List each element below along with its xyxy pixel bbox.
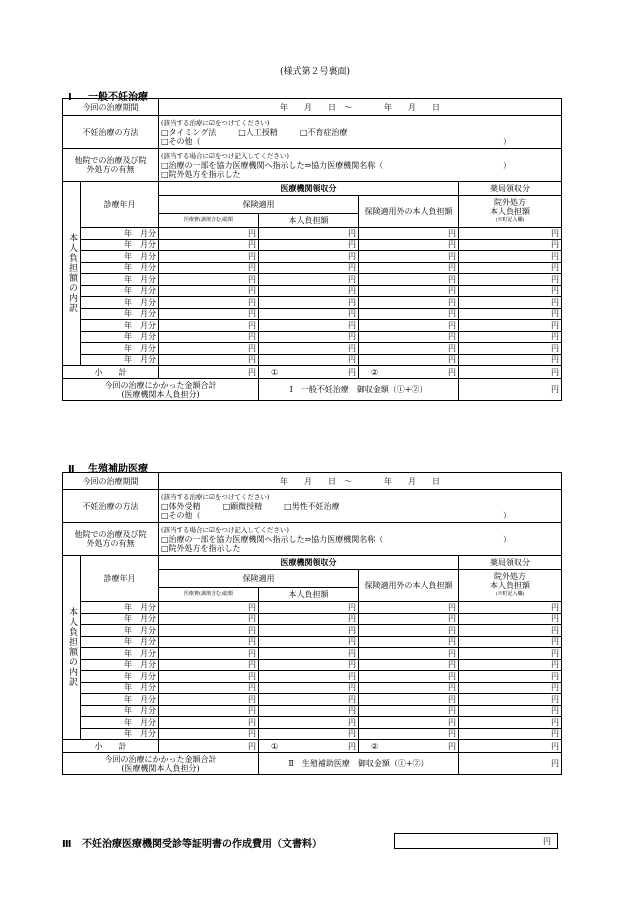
total-cost-cell[interactable]: 円 (159, 625, 259, 637)
circle-1-mark: ① (271, 367, 279, 377)
uninsured-cell[interactable]: 円 (359, 613, 459, 625)
sum-label: 今回の治療にかかった金額合計 (104, 754, 217, 764)
self-pay-cell[interactable]: 円 (259, 648, 359, 660)
sum-label: 今回の治療にかかった金額合計 (104, 380, 217, 390)
subtotal-label: 小 計 (63, 366, 159, 379)
section-3-title (62, 835, 322, 850)
uninsured-cell[interactable]: 円 (359, 602, 459, 614)
method-label: 不妊治療の方法 (63, 490, 159, 523)
method-label: 不妊治療の方法 (63, 116, 159, 149)
method-instruction: (該当する治療に☑をつけてください) (161, 118, 270, 127)
consult-month-header: 診療年月 (81, 556, 159, 602)
period-field[interactable]: 年 月 日 ～ 年 月 日 (159, 99, 562, 116)
total-cost-cell[interactable]: 円 (159, 682, 259, 694)
subtotal-total-cost[interactable]: 円 (159, 366, 259, 379)
pharmacy-cell[interactable]: 円 (459, 274, 562, 286)
consult-month-cell[interactable]: 年 月分 (81, 705, 159, 717)
medical-header: 医療機関領収分 (159, 556, 459, 570)
medical-header: 医療機関領収分 (159, 182, 459, 196)
total-cost-cell[interactable]: 円 (159, 694, 259, 706)
uninsured-cell[interactable]: 円 (359, 320, 459, 332)
total-cost-cell[interactable]: 円 (159, 648, 259, 660)
breakdown-label: 本人負担額の内訳 (67, 232, 77, 313)
uninsured-cell[interactable]: 円 (359, 274, 459, 286)
partner-hospital-close: ） (503, 534, 511, 544)
other-treatment-label: 他院での治療及び院 (74, 530, 147, 539)
section-label: 生殖補助医療 (88, 464, 148, 475)
self-pay-cell[interactable]: 円 (259, 613, 359, 625)
uninsured-cell[interactable]: 円 (359, 285, 459, 297)
method-option[interactable]: □男性不妊治療 (284, 501, 340, 511)
form-caption: (様式第２号裏面) (279, 67, 351, 77)
uninsured-cell[interactable]: 円 (359, 705, 459, 717)
method-instruction: (該当する治療に☑をつけてください) (161, 492, 270, 501)
consult-month-cell[interactable]: 年 月分 (81, 659, 159, 671)
self-pay-cell[interactable]: 円 (259, 625, 359, 637)
total-cost-cell[interactable]: 円 (159, 343, 259, 355)
pharmacy-cell[interactable]: 円 (459, 682, 562, 694)
uninsured-cell[interactable]: 円 (359, 239, 459, 251)
claim-amount-field[interactable]: 円 (459, 753, 562, 775)
self-pay-cell[interactable]: 円 (259, 308, 359, 320)
total-cost-cell[interactable]: 円 (159, 613, 259, 625)
pharmacy-sub-header: 本人負担額 (490, 581, 530, 590)
pharmacy-note: (※町記入欄) (495, 591, 525, 597)
method-option[interactable]: □顕微授精 (222, 501, 263, 511)
total-cost-cell[interactable]: 円 (159, 262, 259, 274)
section-2-table (62, 472, 562, 775)
document-fee-field[interactable]: 円 (394, 833, 558, 849)
self-pay-cell[interactable]: 円 (259, 228, 359, 240)
circle-1-mark: ① (271, 741, 279, 751)
total-cost-cell[interactable]: 円 (159, 354, 259, 366)
consult-month-cell[interactable]: 年 月分 (81, 285, 159, 297)
uninsured-cell[interactable]: 円 (359, 728, 459, 740)
self-pay-cell[interactable]: 円 (259, 331, 359, 343)
pharmacy-cell[interactable]: 円 (459, 648, 562, 660)
consult-month-cell[interactable]: 年 月分 (81, 343, 159, 355)
total-cost-cell[interactable]: 円 (159, 331, 259, 343)
self-pay-cell[interactable]: 円 (259, 659, 359, 671)
self-pay-cell[interactable]: 円 (259, 705, 359, 717)
total-cost-cell[interactable]: 円 (159, 320, 259, 332)
other-treatment-label: 他院での治療及び院 (74, 156, 147, 165)
consult-month-cell[interactable]: 年 月分 (81, 251, 159, 263)
partner-hospital-option[interactable]: □治療の一部を協力医療機関へ指示した⇒協力医療機関名称（ (161, 160, 384, 170)
pharmacy-cell[interactable]: 円 (459, 636, 562, 648)
pharmacy-sub-header: 院外処方 (494, 572, 526, 581)
pharmacy-cell[interactable]: 円 (459, 239, 562, 251)
uninsured-cell[interactable]: 円 (359, 331, 459, 343)
pharmacy-cell[interactable]: 円 (459, 228, 562, 240)
method-option[interactable]: □タイミング法 (161, 127, 217, 137)
method-option[interactable]: □不育症治療 (299, 127, 348, 137)
subtotal-pharmacy[interactable]: 円 (459, 740, 562, 753)
subtotal-label: 小 計 (63, 740, 159, 753)
circle-2-mark: ② (371, 741, 379, 751)
pharmacy-cell[interactable]: 円 (459, 613, 562, 625)
total-cost-cell[interactable]: 円 (159, 228, 259, 240)
section-number: Ⅱ (68, 464, 75, 475)
other-treatment-label: 外処方の有無 (86, 165, 135, 174)
subtotal-uninsured[interactable]: 円 (448, 367, 456, 377)
total-cost-cell[interactable]: 円 (159, 274, 259, 286)
pharmacy-cell[interactable]: 円 (459, 285, 562, 297)
subtotal-self-pay[interactable]: 円 (348, 367, 356, 377)
consult-month-cell[interactable]: 年 月分 (81, 320, 159, 332)
section-number: Ⅰ (68, 92, 72, 103)
subtotal-pharmacy[interactable]: 円 (459, 366, 562, 379)
consult-month-cell[interactable]: 年 月分 (81, 636, 159, 648)
pharmacy-cell[interactable]: 円 (459, 625, 562, 637)
claim-amount-field[interactable]: 円 (459, 379, 562, 401)
consult-month-cell[interactable]: 年 月分 (81, 354, 159, 366)
breakdown-label: 本人負担額の内訳 (67, 606, 77, 687)
self-pay-cell[interactable]: 円 (259, 297, 359, 309)
pharmacy-cell[interactable]: 円 (459, 694, 562, 706)
insured-header: 保険適用 (159, 570, 359, 588)
self-pay-cell[interactable]: 円 (259, 728, 359, 740)
self-pay-cell[interactable]: 円 (259, 251, 359, 263)
other-treatment-label: 外処方の有無 (86, 539, 135, 548)
total-cost-cell[interactable]: 円 (159, 297, 259, 309)
uninsured-cell[interactable]: 円 (359, 251, 459, 263)
other-instruction: (該当する場合に☑をつけ記入してください) (161, 525, 289, 534)
pharmacy-cell[interactable]: 円 (459, 659, 562, 671)
self-pay-header: 本人負担額 (259, 588, 359, 602)
pharmacy-note: (※町記入欄) (495, 217, 525, 223)
consult-month-cell[interactable]: 年 月分 (81, 228, 159, 240)
pharmacy-cell[interactable]: 円 (459, 354, 562, 366)
consult-month-cell[interactable]: 年 月分 (81, 728, 159, 740)
consult-month-cell[interactable]: 年 月分 (81, 297, 159, 309)
pharmacy-cell[interactable]: 円 (459, 320, 562, 332)
section-label: 一般不妊治療 (88, 92, 148, 103)
period-label: 今回の治療期間 (63, 473, 159, 490)
uninsured-header: 保険適用外の本人負担額 (359, 196, 459, 228)
other-instruction: (該当する場合に☑をつけ記入してください) (161, 151, 289, 160)
subtotal-total-cost[interactable]: 円 (159, 740, 259, 753)
self-pay-cell[interactable]: 円 (259, 262, 359, 274)
uninsured-cell[interactable]: 円 (359, 671, 459, 683)
self-pay-cell[interactable]: 円 (259, 602, 359, 614)
consult-month-cell[interactable]: 年 月分 (81, 331, 159, 343)
uninsured-cell[interactable]: 円 (359, 648, 459, 660)
uninsured-cell[interactable]: 円 (359, 343, 459, 355)
consult-month-cell[interactable]: 年 月分 (81, 671, 159, 683)
pharmacy-cell[interactable]: 円 (459, 671, 562, 683)
insured-header: 保険適用 (159, 196, 359, 214)
total-cost-cell[interactable]: 円 (159, 636, 259, 648)
uninsured-cell[interactable]: 円 (359, 297, 459, 309)
total-cost-header: 医療費(調剤含む)総額 (159, 214, 259, 228)
total-cost-cell[interactable]: 円 (159, 308, 259, 320)
method-other-close: ） (503, 510, 511, 520)
total-cost-cell[interactable]: 円 (159, 659, 259, 671)
pharmacy-sub-header: 本人負担額 (490, 207, 530, 216)
total-cost-cell[interactable]: 円 (159, 285, 259, 297)
uninsured-cell[interactable]: 円 (359, 228, 459, 240)
consult-month-cell[interactable]: 年 月分 (81, 648, 159, 660)
self-pay-cell[interactable]: 円 (259, 239, 359, 251)
pharmacy-cell[interactable]: 円 (459, 331, 562, 343)
consult-month-cell[interactable]: 年 月分 (81, 613, 159, 625)
uninsured-cell[interactable]: 円 (359, 308, 459, 320)
total-cost-cell[interactable]: 円 (159, 251, 259, 263)
consult-month-cell[interactable]: 年 月分 (81, 625, 159, 637)
circle-2-mark: ② (371, 367, 379, 377)
pharmacy-cell[interactable]: 円 (459, 705, 562, 717)
pharmacy-cell[interactable]: 円 (459, 297, 562, 309)
method-other-option[interactable]: □その他（ (161, 510, 201, 520)
consult-month-cell[interactable]: 年 月分 (81, 274, 159, 286)
consult-month-cell[interactable]: 年 月分 (81, 308, 159, 320)
consult-month-cell[interactable]: 年 月分 (81, 682, 159, 694)
pharmacy-cell[interactable]: 円 (459, 602, 562, 614)
pharmacy-cell[interactable]: 円 (459, 343, 562, 355)
self-pay-cell[interactable]: 円 (259, 320, 359, 332)
uninsured-cell[interactable]: 円 (359, 717, 459, 729)
consult-month-cell[interactable]: 年 月分 (81, 694, 159, 706)
uninsured-cell[interactable]: 円 (359, 659, 459, 671)
total-cost-cell[interactable]: 円 (159, 671, 259, 683)
consult-month-cell[interactable]: 年 月分 (81, 262, 159, 274)
pharmacy-header: 薬局領収分 (459, 556, 562, 570)
pharmacy-cell[interactable]: 円 (459, 717, 562, 729)
self-pay-cell[interactable]: 円 (259, 636, 359, 648)
uninsured-cell[interactable]: 円 (359, 354, 459, 366)
self-pay-cell[interactable]: 円 (259, 717, 359, 729)
section-3-label: 不妊治療医療機関受診等証明書の作成費用（文書料） (82, 839, 322, 850)
method-option[interactable]: □体外受精 (161, 501, 201, 511)
section-3-number: Ⅲ (62, 839, 72, 850)
period-field[interactable]: 年 月 日 ～ 年 月 日 (159, 473, 562, 490)
uninsured-cell[interactable]: 円 (359, 682, 459, 694)
self-pay-cell[interactable]: 円 (259, 343, 359, 355)
partner-hospital-close: ） (503, 160, 511, 170)
self-pay-cell[interactable]: 円 (259, 274, 359, 286)
uninsured-cell[interactable]: 円 (359, 625, 459, 637)
self-pay-cell[interactable]: 円 (259, 354, 359, 366)
uninsured-cell[interactable]: 円 (359, 636, 459, 648)
total-cost-cell[interactable]: 円 (159, 728, 259, 740)
pharmacy-cell[interactable]: 円 (459, 728, 562, 740)
total-cost-cell[interactable]: 円 (159, 705, 259, 717)
pharmacy-header: 薬局領収分 (459, 182, 562, 196)
consult-month-cell[interactable]: 年 月分 (81, 602, 159, 614)
consult-month-cell[interactable]: 年 月分 (81, 239, 159, 251)
total-cost-cell[interactable]: 円 (159, 602, 259, 614)
pharmacy-sub-header: 院外処方 (494, 198, 526, 207)
total-cost-header: 医療費(調剤含む)総額 (159, 588, 259, 602)
consult-month-cell[interactable]: 年 月分 (81, 717, 159, 729)
subtotal-uninsured[interactable]: 円 (448, 741, 456, 751)
self-pay-cell[interactable]: 円 (259, 694, 359, 706)
outside-prescription-option[interactable]: □院外処方を指示した (161, 169, 241, 179)
consult-month-header: 診療年月 (81, 182, 159, 228)
partner-hospital-option[interactable]: □治療の一部を協力医療機関へ指示した⇒協力医療機関名称（ (161, 534, 384, 544)
self-pay-cell[interactable]: 円 (259, 671, 359, 683)
total-cost-cell[interactable]: 円 (159, 239, 259, 251)
subtotal-self-pay[interactable]: 円 (348, 741, 356, 751)
pharmacy-cell[interactable]: 円 (459, 251, 562, 263)
period-label: 今回の治療期間 (63, 99, 159, 116)
self-pay-header: 本人負担額 (259, 214, 359, 228)
method-other-close: ） (503, 136, 511, 146)
sum-label: (医療機関本人負担分) (121, 389, 200, 399)
method-option[interactable]: □人工授精 (238, 127, 278, 137)
pharmacy-cell[interactable]: 円 (459, 262, 562, 274)
pharmacy-cell[interactable]: 円 (459, 308, 562, 320)
section-1-table (62, 98, 562, 401)
uninsured-cell[interactable]: 円 (359, 262, 459, 274)
sum-label: (医療機関本人負担分) (121, 763, 200, 773)
claim-amount-label: Ⅰ 一般不妊治療 御収金額（①+②） (259, 379, 459, 401)
outside-prescription-option[interactable]: □院外処方を指示した (161, 543, 241, 553)
total-cost-cell[interactable]: 円 (159, 717, 259, 729)
uninsured-cell[interactable]: 円 (359, 694, 459, 706)
uninsured-header: 保険適用外の本人負担額 (359, 570, 459, 602)
self-pay-cell[interactable]: 円 (259, 682, 359, 694)
self-pay-cell[interactable]: 円 (259, 285, 359, 297)
method-other-option[interactable]: □その他（ (161, 136, 201, 146)
claim-amount-label: Ⅱ 生殖補助医療 御収金額（①+②） (259, 753, 459, 775)
